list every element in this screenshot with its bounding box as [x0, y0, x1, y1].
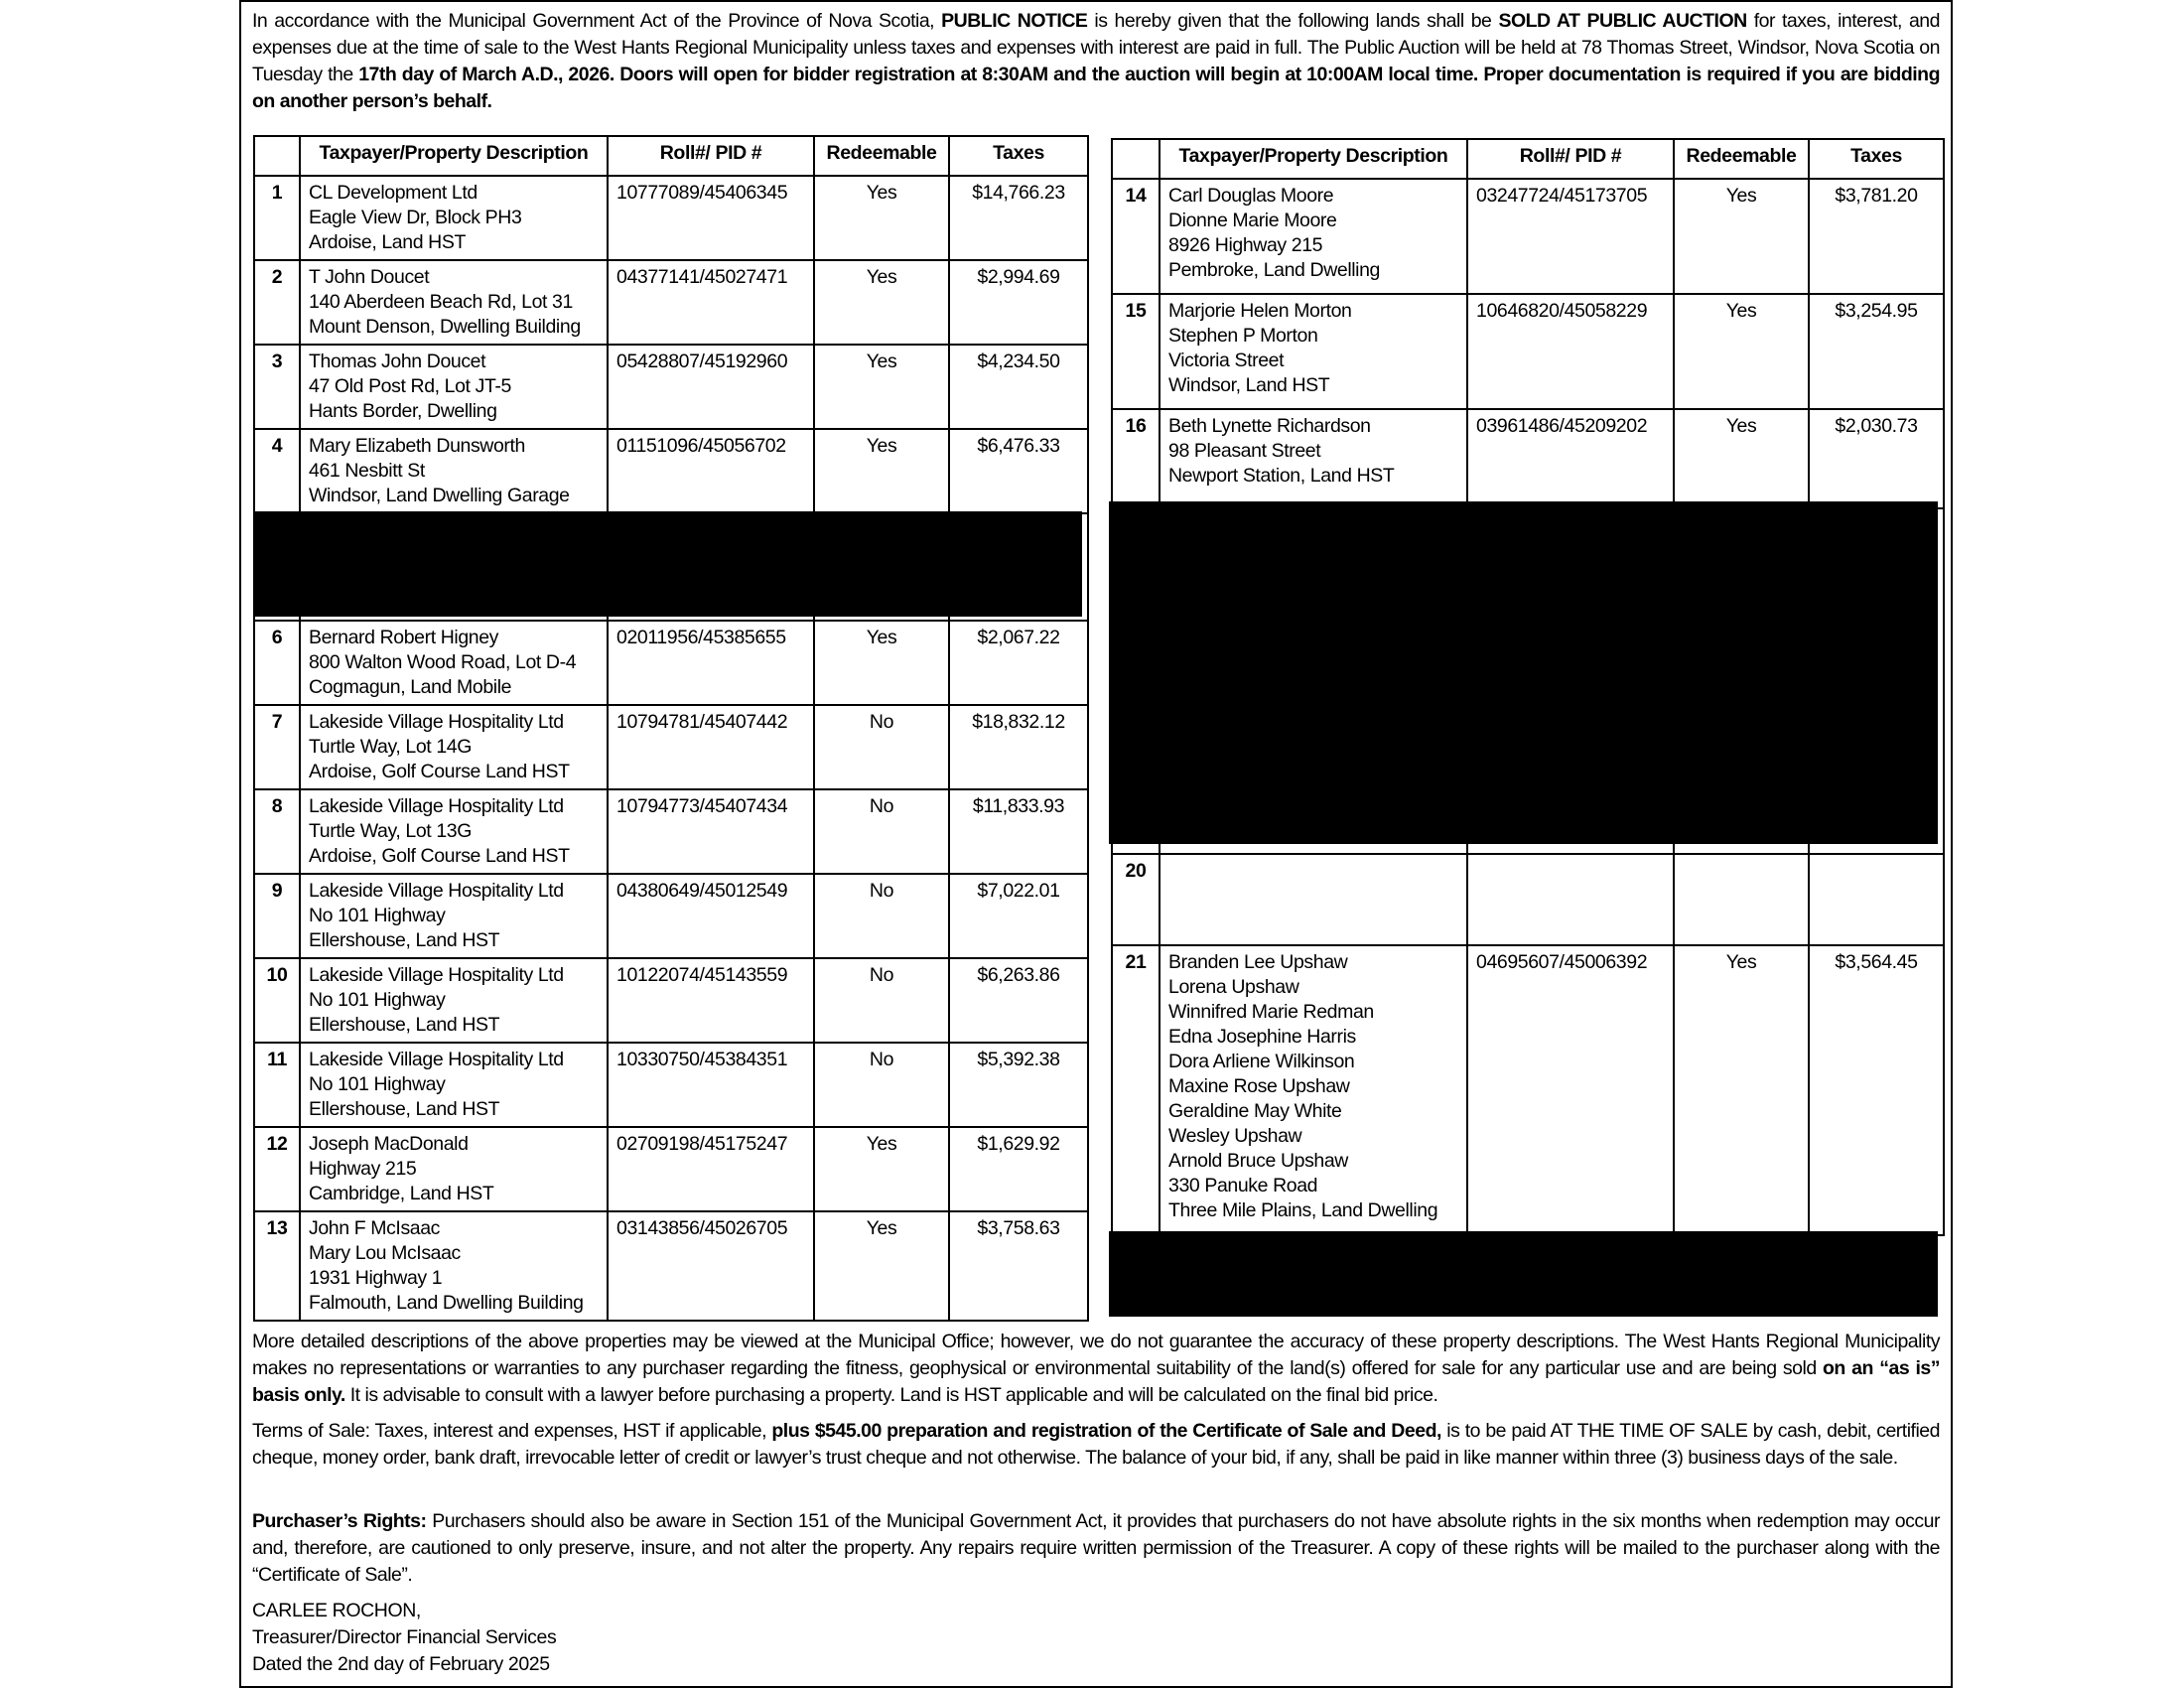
- header-redeemable: Redeemable: [1674, 139, 1809, 179]
- description-line: Ellershouse, Land HST: [309, 1098, 500, 1120]
- redaction-bar: [253, 511, 1082, 617]
- description-line: Beth Lynette Richardson: [1168, 415, 1371, 437]
- row-number: 13: [254, 1211, 300, 1321]
- description-line: No 101 Highway: [309, 1073, 446, 1095]
- description-line: Edna Josephine Harris: [1168, 1026, 1356, 1048]
- description-line: 800 Walton Wood Road, Lot D-4: [309, 651, 577, 673]
- description-line: CL Development Ltd: [309, 182, 478, 204]
- property-row: [254, 260, 1088, 345]
- description-line: Cambridge, Land HST: [309, 1183, 494, 1204]
- property-description: [300, 621, 608, 705]
- taxes-amount: $6,476.33: [949, 429, 1088, 513]
- description-line: Ardoise, Land HST: [309, 231, 466, 253]
- description-line: Turtle Way, Lot 14G: [309, 736, 472, 758]
- property-description: [300, 1043, 608, 1127]
- redeemable-status: Yes: [1674, 409, 1809, 508]
- redeemable-status: Yes: [814, 429, 949, 513]
- roll-pid: 03143856/45026705: [608, 1211, 814, 1321]
- roll-pid: [1467, 854, 1674, 945]
- property-description: [1160, 409, 1467, 508]
- taxes-amount: $2,994.69: [949, 260, 1088, 345]
- right-table-header: [1112, 139, 1944, 179]
- description-line: John F McIsaac: [309, 1217, 441, 1239]
- redeemable-status: Yes: [1674, 294, 1809, 409]
- terms-of-sale-paragraph: [252, 1418, 1940, 1472]
- description-line: Branden Lee Upshaw: [1168, 951, 1348, 973]
- roll-pid: 02709198/45175247: [608, 1127, 814, 1211]
- redeemable-status: Yes: [1674, 179, 1809, 294]
- roll-pid: 10330750/45384351: [608, 1043, 814, 1127]
- description-line: Thomas John Doucet: [309, 351, 486, 372]
- taxes-amount: [1809, 854, 1944, 945]
- intro-auction-date: 17th day of March A.D., 2026. Doors will open for bidder registration at 8:30AM and the auction will begin at 10:00AM local time. Proper documentation is required if you are bidding on another person’s behalf.: [252, 64, 1940, 112]
- property-row: [254, 874, 1088, 958]
- description-line: Ellershouse, Land HST: [309, 929, 500, 951]
- row-number: 8: [254, 789, 300, 874]
- property-description: [1160, 179, 1467, 294]
- roll-pid: 04380649/45012549: [608, 874, 814, 958]
- redaction-bar: [1109, 501, 1938, 844]
- header-redeemable: Redeemable: [814, 136, 949, 176]
- terms-text-2: is to be paid AT THE TIME OF SALE by cash, debit, certified cheque, money order, bank draft, irrevocable letter of credit or lawyer’s trust cheque and not otherwise. The balance of your bid, if any, shall be paid in like manner within three (3) business days of the sale.: [252, 1420, 1940, 1469]
- description-line: Bernard Robert Higney: [309, 627, 499, 648]
- row-number: 7: [254, 705, 300, 789]
- property-row: [1112, 294, 1944, 409]
- signature-date: Dated the 2nd day of February 2025: [252, 1653, 550, 1675]
- description-line: 140 Aberdeen Beach Rd, Lot 31: [309, 291, 573, 313]
- description-line: 461 Nesbitt St: [309, 460, 425, 482]
- property-row: [1112, 409, 1944, 508]
- purchasers-rights-paragraph: [252, 1508, 1940, 1589]
- description-line: Eagle View Dr, Block PH3: [309, 207, 522, 228]
- rights-heading: Purchaser’s Rights:: [252, 1510, 427, 1532]
- roll-pid: 04695607/45006392: [1467, 945, 1674, 1235]
- description-line: Lakeside Village Hospitality Ltd: [309, 795, 564, 817]
- description-line: Hants Border, Dwelling: [309, 400, 497, 422]
- roll-pid: 03247724/45173705: [1467, 179, 1674, 294]
- description-line: Ardoise, Golf Course Land HST: [309, 761, 570, 782]
- description-line: Wesley Upshaw: [1168, 1125, 1302, 1147]
- redeemable-status: Yes: [1674, 945, 1809, 1235]
- property-row: [254, 621, 1088, 705]
- intro-public-notice: PUBLIC NOTICE: [941, 10, 1088, 32]
- description-line: Stephen P Morton: [1168, 325, 1318, 347]
- description-line: Cogmagun, Land Mobile: [309, 676, 512, 698]
- description-line: Three Mile Plains, Land Dwelling: [1168, 1199, 1438, 1221]
- taxes-amount: $4,234.50: [949, 345, 1088, 429]
- property-row: [254, 1043, 1088, 1127]
- description-line: 330 Panuke Road: [1168, 1175, 1318, 1196]
- description-line: 8926 Highway 215: [1168, 234, 1323, 256]
- row-number: 1: [254, 176, 300, 260]
- property-row: [1112, 854, 1944, 945]
- description-line: Lakeside Village Hospitality Ltd: [309, 1049, 564, 1070]
- description-line: Mary Lou McIsaac: [309, 1242, 461, 1264]
- disclaimer-paragraph: [252, 1329, 1940, 1409]
- description-line: Carl Douglas Moore: [1168, 185, 1334, 207]
- row-number: 2: [254, 260, 300, 345]
- description-line: Maxine Rose Upshaw: [1168, 1075, 1350, 1097]
- property-description: [300, 429, 608, 513]
- row-number: 4: [254, 429, 300, 513]
- intro-text-3: for taxes, interest, and expenses due at the time of sale to the West Hants Regional Municipality unless taxes and expenses with interest are paid in full. The Public Auction will be held at 78 Thomas Street, Windsor, Nova Scotia on Tuesday the: [252, 10, 1940, 85]
- roll-pid: 05428807/45192960: [608, 345, 814, 429]
- header-description: Taxpayer/Property Description: [1160, 139, 1467, 179]
- redeemable-status: No: [814, 958, 949, 1043]
- redaction-bar: [1109, 1231, 1938, 1317]
- disclaimer-text-2: It is advisable to consult with a lawyer before purchasing a property. Land is HST applicable and will be calculated on the final bid price.: [344, 1384, 1438, 1406]
- property-description: [300, 958, 608, 1043]
- redeemable-status: No: [814, 874, 949, 958]
- taxes-amount: $6,263.86: [949, 958, 1088, 1043]
- description-line: Lorena Upshaw: [1168, 976, 1299, 998]
- redeemable-status: Yes: [814, 1211, 949, 1321]
- property-description: [300, 705, 608, 789]
- description-line: Falmouth, Land Dwelling Building: [309, 1292, 584, 1314]
- description-line: 98 Pleasant Street: [1168, 440, 1321, 462]
- row-number: 21: [1112, 945, 1160, 1235]
- description-line: Windsor, Land Dwelling Garage: [309, 485, 570, 506]
- intro-sold-at-auction: SOLD AT PUBLIC AUCTION: [1498, 10, 1747, 32]
- property-description: [300, 345, 608, 429]
- description-line: Winnifred Marie Redman: [1168, 1001, 1374, 1023]
- property-row: [254, 1127, 1088, 1211]
- header-number: [254, 136, 300, 176]
- property-description: [300, 260, 608, 345]
- property-row: [1112, 179, 1944, 294]
- taxes-amount: $2,067.22: [949, 621, 1088, 705]
- rights-text: Purchasers should also be aware in Section 151 of the Municipal Government Act, it provides that purchasers do not have absolute rights in the six months when redemption may occur and, therefore, are cautioned to only preserve, insure, and not alter the property. Any repairs require written permission of the Treasurer. A copy of these rights will be mailed to the purchaser along with the “Certificate of Sale”.: [252, 1510, 1940, 1586]
- description-line: Ellershouse, Land HST: [309, 1014, 500, 1036]
- description-line: Windsor, Land HST: [1168, 374, 1330, 396]
- redeemable-status: Yes: [814, 260, 949, 345]
- terms-preparation-fee: plus $545.00 preparation and registration of the Certificate of Sale and Deed,: [771, 1420, 1441, 1442]
- header-number: [1112, 139, 1160, 179]
- taxes-amount: $5,392.38: [949, 1043, 1088, 1127]
- header-roll-pid: Roll#/ PID #: [1467, 139, 1674, 179]
- property-row: [254, 1211, 1088, 1321]
- property-description: [300, 874, 608, 958]
- redeemable-status: No: [814, 1043, 949, 1127]
- description-line: Pembroke, Land Dwelling: [1168, 259, 1381, 281]
- redeemable-status: [1674, 854, 1809, 945]
- row-number: 12: [254, 1127, 300, 1211]
- header-roll-pid: Roll#/ PID #: [608, 136, 814, 176]
- roll-pid: 10794773/45407434: [608, 789, 814, 874]
- row-number: 15: [1112, 294, 1160, 409]
- property-row: [254, 345, 1088, 429]
- header-description: Taxpayer/Property Description: [300, 136, 608, 176]
- description-line: Lakeside Village Hospitality Ltd: [309, 880, 564, 902]
- roll-pid: 03961486/45209202: [1467, 409, 1674, 508]
- taxes-amount: $18,832.12: [949, 705, 1088, 789]
- description-line: Lakeside Village Hospitality Ltd: [309, 964, 564, 986]
- row-number: 14: [1112, 179, 1160, 294]
- property-description: [1160, 945, 1467, 1235]
- disclaimer-text-1: More detailed descriptions of the above properties may be viewed at the Municipal Office; however, we do not guarantee the accuracy of these property descriptions. The West Hants Regional Municipality makes no representations or warranties to any purchaser regarding the fitness, geophysical or environmental suitability of the land(s) offered for sale for any particular use and are being sold: [252, 1331, 1940, 1379]
- description-line: Dionne Marie Moore: [1168, 210, 1337, 231]
- property-row: [1112, 945, 1944, 1235]
- row-number: 11: [254, 1043, 300, 1127]
- description-line: Geraldine May White: [1168, 1100, 1342, 1122]
- taxes-amount: $7,022.01: [949, 874, 1088, 958]
- roll-pid: 02011956/45385655: [608, 621, 814, 705]
- taxes-amount: $3,781.20: [1809, 179, 1944, 294]
- row-number: 3: [254, 345, 300, 429]
- property-row: [254, 958, 1088, 1043]
- signatory-title: Treasurer/Director Financial Services: [252, 1626, 557, 1648]
- property-description: [1160, 294, 1467, 409]
- row-number: 9: [254, 874, 300, 958]
- signatory-name: CARLEE ROCHON,: [252, 1600, 421, 1621]
- left-table-header: [254, 136, 1088, 176]
- taxes-amount: $1,629.92: [949, 1127, 1088, 1211]
- taxes-amount: $11,833.93: [949, 789, 1088, 874]
- roll-pid: 01151096/45056702: [608, 429, 814, 513]
- description-line: Ardoise, Golf Course Land HST: [309, 845, 570, 867]
- description-line: Joseph MacDonald: [309, 1133, 469, 1155]
- property-description: [1160, 854, 1467, 945]
- roll-pid: 04377141/45027471: [608, 260, 814, 345]
- description-line: No 101 Highway: [309, 989, 446, 1011]
- property-row: [254, 705, 1088, 789]
- description-line: 1931 Highway 1: [309, 1267, 443, 1289]
- description-line: Marjorie Helen Morton: [1168, 300, 1352, 322]
- description-line: No 101 Highway: [309, 905, 446, 926]
- redeemable-status: Yes: [814, 1127, 949, 1211]
- disclaimer-as-is: on an “as is” basis only.: [252, 1357, 1940, 1406]
- description-line: Newport Station, Land HST: [1168, 465, 1395, 487]
- row-number: 20: [1112, 854, 1160, 945]
- roll-pid: 10122074/45143559: [608, 958, 814, 1043]
- description-line: T John Doucet: [309, 266, 430, 288]
- intro-text-1: In accordance with the Municipal Government Act of the Province of Nova Scotia,: [252, 10, 942, 32]
- redeemable-status: No: [814, 789, 949, 874]
- description-line: 47 Old Post Rd, Lot JT-5: [309, 375, 511, 397]
- redeemable-status: Yes: [814, 345, 949, 429]
- taxes-amount: $3,758.63: [949, 1211, 1088, 1321]
- property-row: [254, 176, 1088, 260]
- description-line: Mount Denson, Dwelling Building: [309, 316, 581, 338]
- description-line: Arnold Bruce Upshaw: [1168, 1150, 1348, 1172]
- property-description: [300, 789, 608, 874]
- description-line: Turtle Way, Lot 13G: [309, 820, 472, 842]
- property-description: [300, 1211, 608, 1321]
- description-line: Victoria Street: [1168, 350, 1285, 371]
- taxes-amount: $2,030.73: [1809, 409, 1944, 508]
- roll-pid: 10646820/45058229: [1467, 294, 1674, 409]
- property-description: [300, 1127, 608, 1211]
- header-taxes: Taxes: [949, 136, 1088, 176]
- intro-text-2: is hereby given that the following lands shall be: [1087, 10, 1499, 32]
- signature-block: [252, 1598, 556, 1678]
- redeemable-status: Yes: [814, 176, 949, 260]
- description-line: Lakeside Village Hospitality Ltd: [309, 711, 564, 733]
- roll-pid: 10777089/45406345: [608, 176, 814, 260]
- intro-paragraph: [252, 8, 1940, 115]
- description-line: Mary Elizabeth Dunsworth: [309, 435, 525, 457]
- header-taxes: Taxes: [1809, 139, 1944, 179]
- row-number: 10: [254, 958, 300, 1043]
- redeemable-status: No: [814, 705, 949, 789]
- taxes-amount: $14,766.23: [949, 176, 1088, 260]
- taxes-amount: $3,254.95: [1809, 294, 1944, 409]
- taxes-amount: $3,564.45: [1809, 945, 1944, 1235]
- property-row: [254, 789, 1088, 874]
- description-line: Dora Arliene Wilkinson: [1168, 1051, 1355, 1072]
- description-line: Highway 215: [309, 1158, 417, 1180]
- left-property-table: [253, 135, 1089, 1322]
- roll-pid: 10794781/45407442: [608, 705, 814, 789]
- row-number: 6: [254, 621, 300, 705]
- property-description: [300, 176, 608, 260]
- row-number: 16: [1112, 409, 1160, 508]
- redeemable-status: Yes: [814, 621, 949, 705]
- terms-text-1: Terms of Sale: Taxes, interest and expenses, HST if applicable,: [252, 1420, 772, 1442]
- property-row: [254, 429, 1088, 513]
